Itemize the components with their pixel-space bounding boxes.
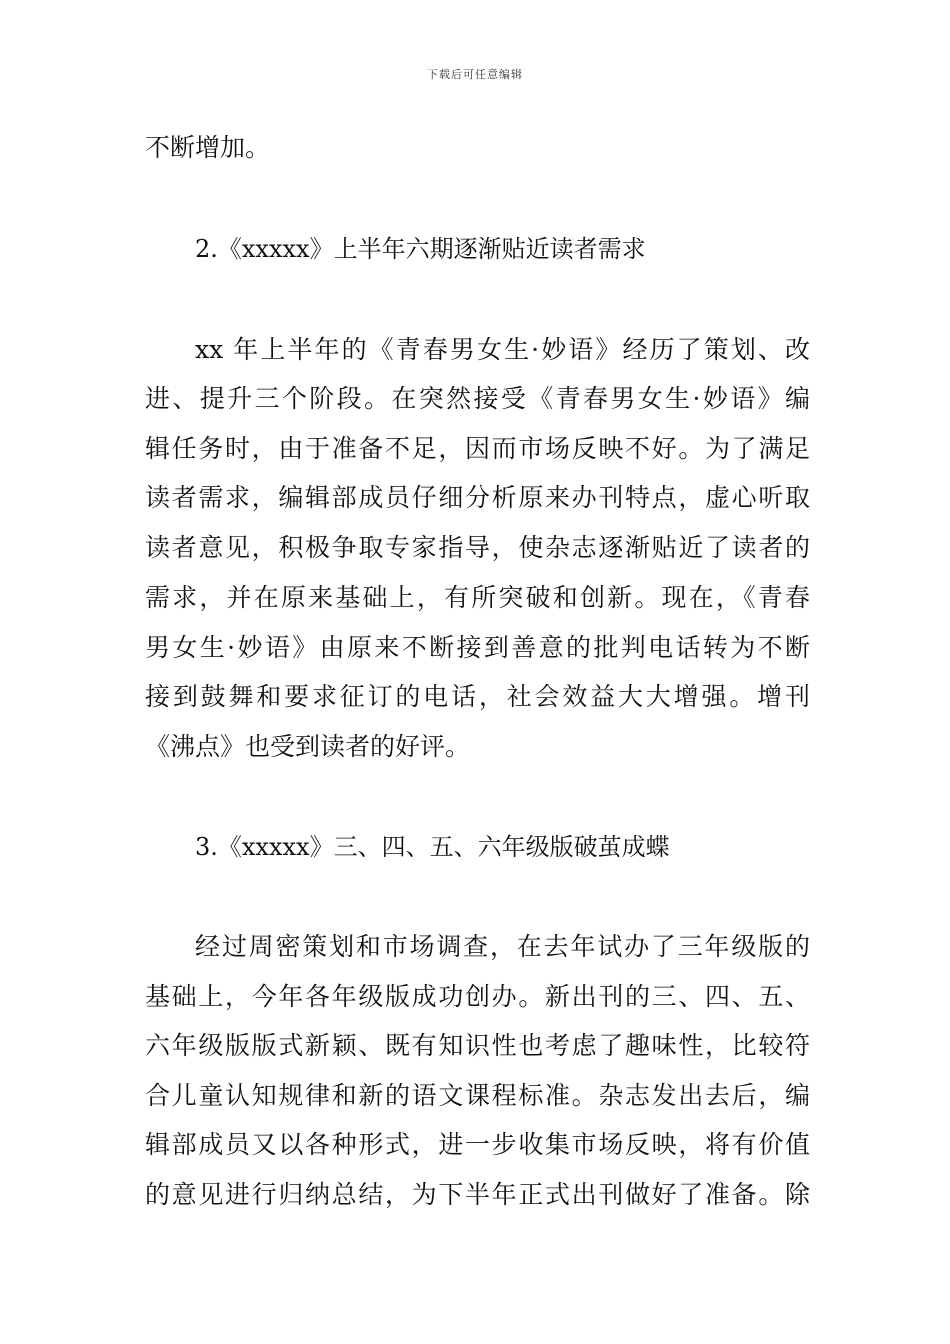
section-3-heading: 3.《xxxxx》三、四、五、六年级版破茧成蝶 [195,833,670,861]
paragraph-line: 合儿童认知规律和新的语文课程标准。杂志发出去后，编 [145,1081,810,1110]
section-2-heading: 2.《xxxxx》上半年六期逐渐贴近读者需求 [195,235,646,263]
intro-tail: 不断增加。 [145,133,271,162]
paragraph-line: 基础上，今年各年级版成功创办。新出刊的三、四、五、 [145,982,810,1011]
paragraph-line: 读者意见，积极争取专家指导，使杂志逐渐贴近了读者的 [145,533,810,562]
paragraph-line: 的意见进行归纳总结，为下半年正式出刊做好了准备。除 [145,1180,810,1209]
paragraph-line: 辑任务时，由于准备不足，因而市场反映不好。为了满足 [145,434,810,463]
paragraph-line: 《沸点》也受到读者的好评。 [145,732,471,761]
header-note: 下载后可任意编辑 [427,68,523,81]
paragraph-line: 读者需求，编辑部成员仔细分析原来办刊特点，虚心听取 [145,483,810,512]
paragraph-line: 进、提升三个阶段。在突然接受《青春男女生·妙语》编 [145,384,810,413]
paragraph-line: 接到鼓舞和要求征订的电话，社会效益大大增强。增刊 [145,682,810,711]
paragraph-line: 辑部成员又以各种形式，进一步收集市场反映，将有价值 [145,1130,810,1159]
paragraph-line: xx 年上半年的《青春男女生·妙语》经历了策划、改 [195,335,810,364]
paragraph-line: 需求，并在原来基础上，有所突破和创新。现在，《青春 [145,583,810,612]
paragraph-line: 经过周密策划和市场调查，在去年试办了三年级版的 [195,932,810,961]
paragraph-line: 六年级版版式新颖、既有知识性也考虑了趣味性，比较符 [145,1031,810,1060]
paragraph-line: 男女生·妙语》由原来不断接到善意的批判电话转为不断 [145,633,810,662]
